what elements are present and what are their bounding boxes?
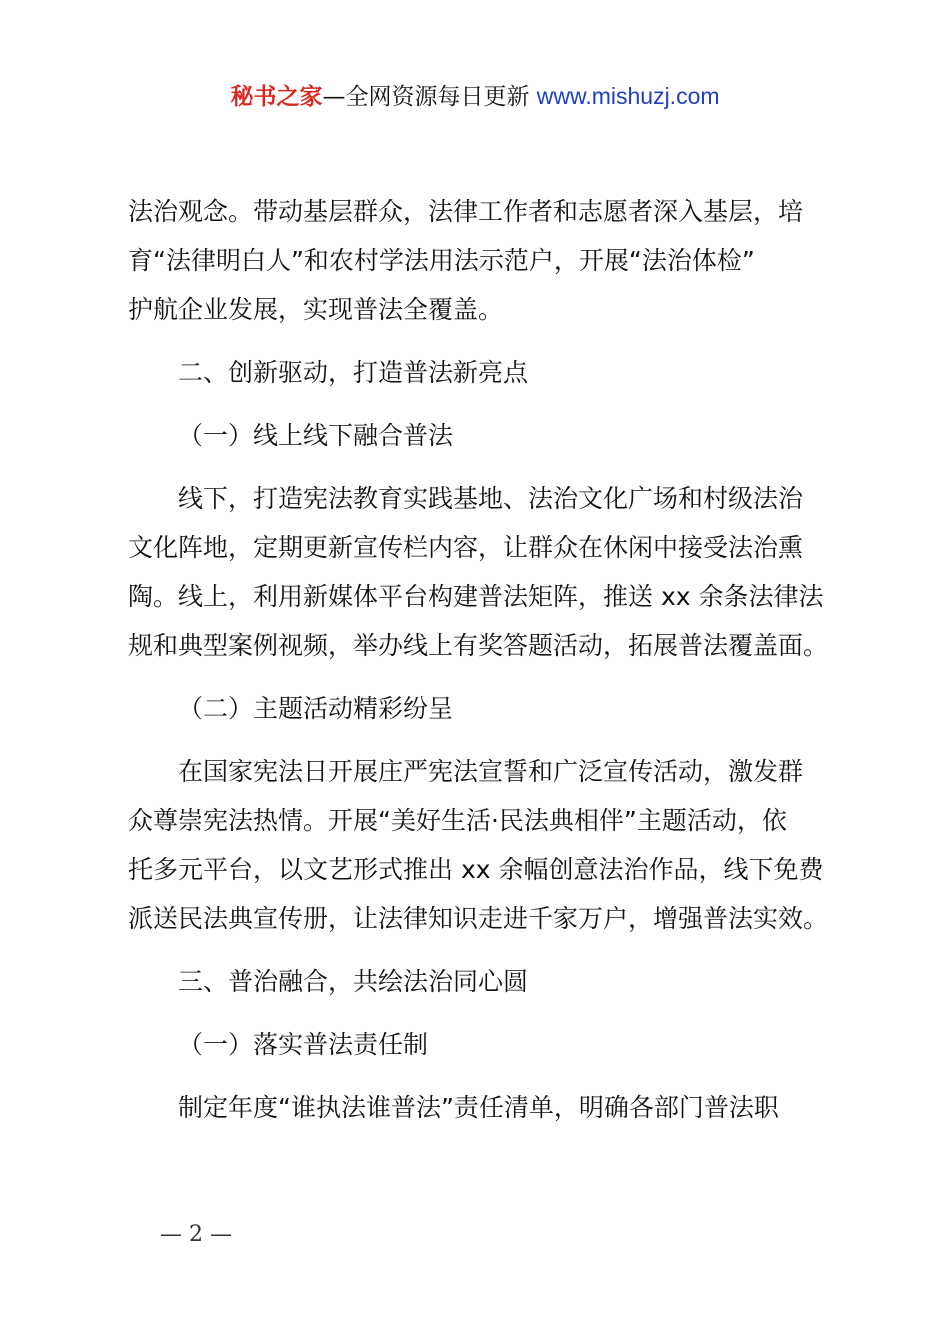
site-header <box>0 80 950 113</box>
text-line: 护航企业发展，实现普法全覆盖。 <box>128 295 504 324</box>
text-line: 法治观念。带动基层群众，法律工作者和志愿者深入基层，培 <box>128 197 804 226</box>
paragraph <box>128 747 834 943</box>
section-heading: 二、创新驱动，打造普法新亮点 <box>178 358 529 387</box>
paragraph <box>128 187 834 334</box>
text-line: 线下，打造宪法教育实践基地、法治文化广场和村级法治 <box>178 484 804 513</box>
text-line: 陶。线上，利用新媒体平台构建普法矩阵，推送 xx 余条法律法 <box>128 582 824 611</box>
section-heading: 三、普治融合，共绘法治同心圆 <box>178 967 529 996</box>
brand-name: 秘书之家 <box>230 84 323 110</box>
subsection-heading: （一）落实普法责任制 <box>178 1030 429 1059</box>
text-line: 众尊崇宪法热情。开展“美好生活·民法典相伴”主题活动，依 <box>128 806 787 835</box>
text-line: 规和典型案例视频，举办线上有奖答题活动，拓展普法覆盖面。 <box>128 631 829 660</box>
text-line: 文化阵地，定期更新宣传栏内容，让群众在休闲中接受法治熏 <box>128 533 804 562</box>
text-line: 在国家宪法日开展庄严宪法宣誓和广泛宣传活动，激发群 <box>178 757 804 786</box>
paragraph <box>128 1083 834 1132</box>
text-line: 托多元平台，以文艺形式推出 xx 余幅创意法治作品，线下免费 <box>128 855 824 884</box>
paragraph <box>128 474 834 670</box>
header-tagline: —全网资源每日更新 <box>322 84 537 110</box>
subsection-heading: （一）线上线下融合普法 <box>178 421 454 450</box>
page-number: — 2 — <box>160 1222 232 1247</box>
text-line: 派送民法典宣传册，让法律知识走进千家万户，增强普法实效。 <box>128 904 829 933</box>
document-body <box>128 187 834 1146</box>
text-line: 育“法律明白人”和农村学法用法示范户，开展“法治体检” <box>128 246 755 275</box>
subsection-heading: （二）主题活动精彩纷呈 <box>178 694 454 723</box>
text-line: 制定年度“谁执法谁普法”责任清单，明确各部门普法职 <box>178 1093 779 1122</box>
site-url-link[interactable]: www.mishuzj.com <box>536 83 720 109</box>
